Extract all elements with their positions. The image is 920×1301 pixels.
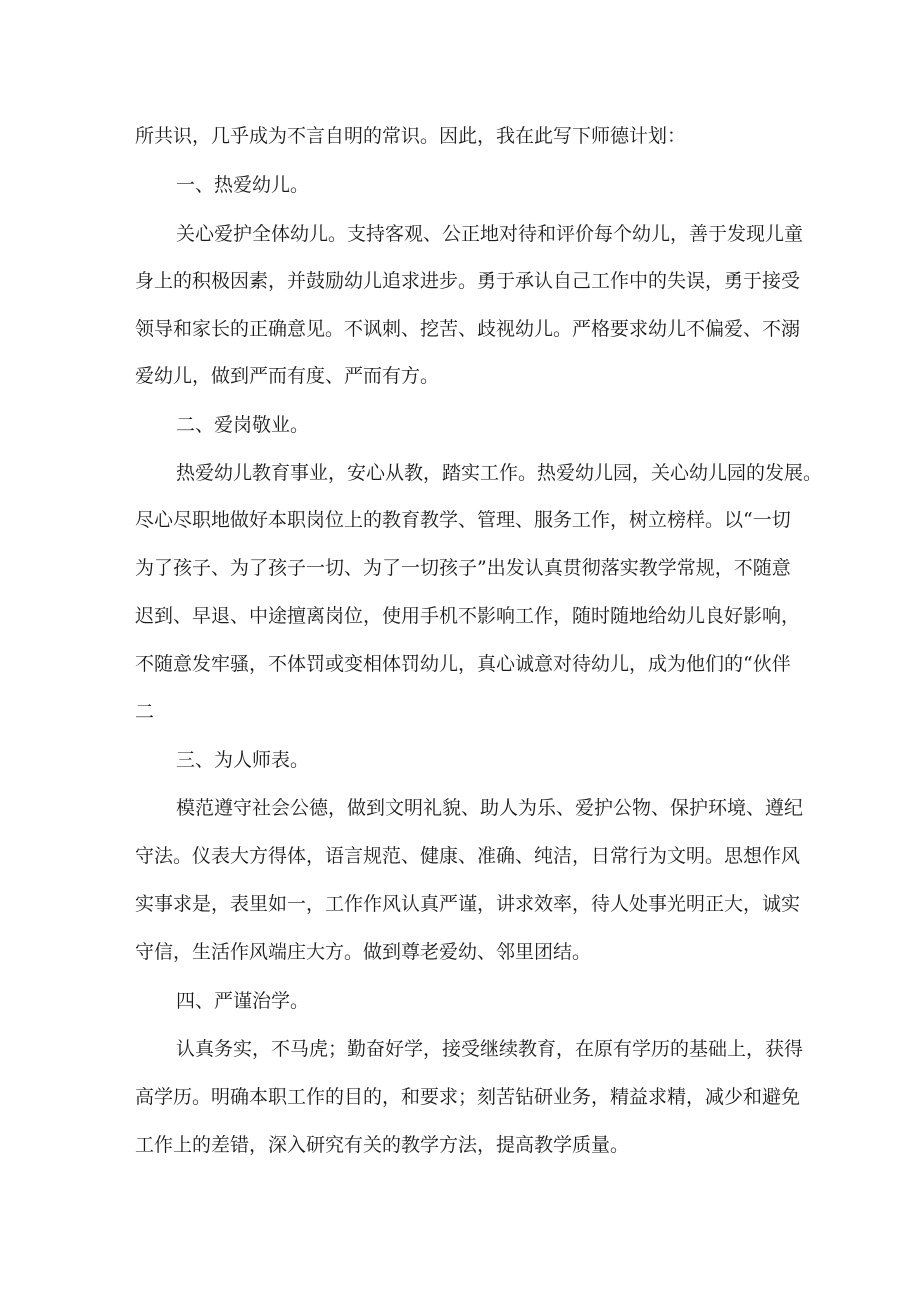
- text-line: 所共识，几乎成为不言自明的常识。因此，我在此写下师德计划：: [135, 125, 687, 147]
- text-line: 身上的积极因素，并鼓励幼儿追求进步。勇于承认自己工作中的失误，勇于接受: [135, 270, 801, 292]
- section-heading: 四、严谨治学。: [176, 990, 310, 1012]
- text-line: 为了孩子、为了孩子一切、为了一切孩子”出发认真贯彻落实教学常规，不随意: [135, 557, 791, 579]
- text-line: 领导和家长的正确意见。不讽刺、挖苦、歧视幼儿。严格要求幼儿不偏爱、不溺: [135, 318, 801, 340]
- text-line: 不随意发牢骚，不体罚或变相体罚幼儿，真心诚意对待幼儿，成为他们的“伙伴: [135, 653, 791, 675]
- text-line: 守法。仪表大方得体，语言规范、健康、准确、纯洁，日常行为文明。思想作风: [135, 845, 801, 867]
- text-line: 二: [135, 701, 155, 723]
- text-line: 守信，生活作风端庄大方。做到尊老爱幼、邻里团结。: [135, 941, 592, 963]
- text-line: 关心爱护全体幼儿。支持客观、公正地对待和评价每个幼儿，善于发现儿童: [176, 223, 804, 245]
- text-line: 模范遵守社会公德，做到文明礼貌、助人为乐、爱护公物、保护环境、遵纪: [176, 797, 804, 819]
- text-line: 工作上的差错，深入研究有关的教学方法，提高教学质量。: [135, 1134, 630, 1156]
- text-line: 实事求是，表里如一，工作作风认真严谨，讲求效率，待人处事光明正大，诚实: [135, 893, 801, 915]
- text-line: 认真务实，不马虎；勤奋好学，接受继续教育，在原有学历的基础上，获得: [176, 1038, 804, 1060]
- section-heading: 三、为人师表。: [176, 749, 310, 771]
- section-heading: 二、爱岗敬业。: [176, 414, 310, 436]
- text-line: 高学历。明确本职工作的目的，和要求；刻苦钻研业务，精益求精，减少和避免: [135, 1086, 801, 1108]
- text-line: 迟到、早退、中途擅离岗位，使用手机不影响工作，随时随地给幼儿良好影响，: [135, 605, 801, 627]
- text-line: 热爱幼儿教育事业，安心从教，踏实工作。热爱幼儿园，关心幼儿园的发展。: [176, 462, 823, 484]
- section-heading: 一、热爱幼儿。: [176, 174, 310, 196]
- text-line: 爱幼儿，做到严而有度、严而有方。: [135, 365, 440, 387]
- text-line: 尽心尽职地做好本职岗位上的教育教学、管理、服务工作，树立榜样。以“一切: [135, 509, 791, 531]
